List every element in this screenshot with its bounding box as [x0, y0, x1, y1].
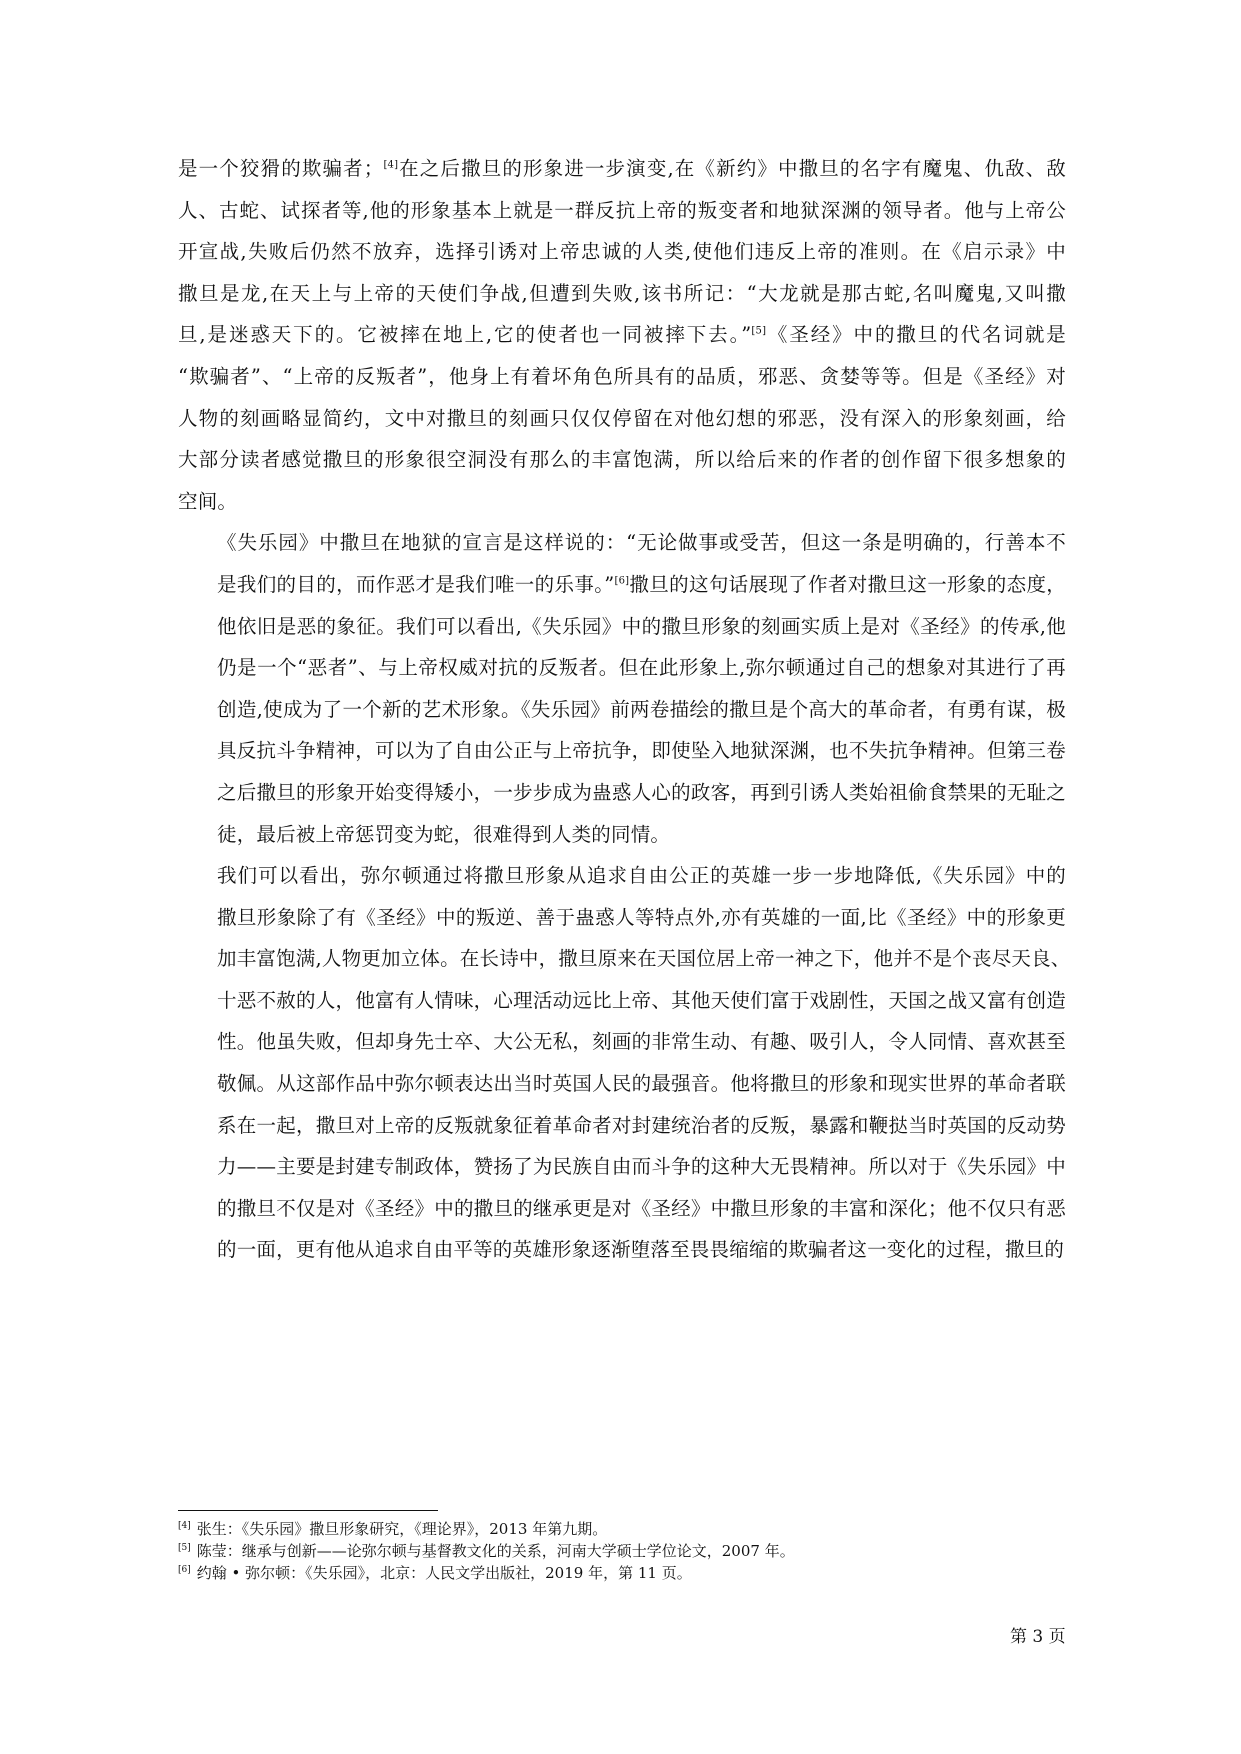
- text-run: 的撒旦不仅是对《圣经》中的撒旦的继承更是对《圣经》中撒旦形象的丰富和深化；他不仅只有恶: [217, 1196, 1066, 1220]
- text-run: 人物的刻画略显简约，文中对撒旦的刻画只仅仅停留在对他幻想的邪恶，没有深入的形象刻画，给: [178, 406, 1066, 430]
- text-run: 创造,使成为了一个新的艺术形象。《失乐园》前两卷描绘的撒旦是个高大的革命者，有勇有谋，极: [217, 697, 1066, 721]
- text-run: 大部分读者感觉撒旦的形象很空洞没有那么的丰富饱满，所以给后来的作者的创作留下很多想象的: [178, 448, 1066, 472]
- text-line: [178, 564, 1066, 606]
- text-line: [178, 1188, 1066, 1230]
- text-run: 是一个狡猾的欺骗者；: [178, 157, 384, 180]
- footnote-reference: [6]: [614, 575, 630, 587]
- text-line: [178, 439, 1066, 481]
- text-run: 徒，最后被上帝惩罚变为蛇，很难得到人类的同情。: [217, 822, 671, 846]
- text-line: [178, 772, 1066, 814]
- footnotes: [178, 1518, 1066, 1584]
- text-run: 系在一起，撒旦对上帝的反叛就象征着革命者对封建统治者的反叛，暴露和鞭挞当时英国的反动势: [217, 1113, 1066, 1137]
- text-run: 是我们的目的，而作恶才是我们唯一的乐事。”: [217, 572, 615, 596]
- text-line: [178, 148, 1066, 190]
- footnote: [178, 1540, 1066, 1562]
- paragraph: [178, 148, 1066, 522]
- text-line: [178, 606, 1066, 648]
- text-run: 加丰富饱满,人物更加立体。在长诗中，撒旦原来在天国位居上帝一神之下，他并不是个丧尽天良、: [217, 947, 1071, 971]
- text-line: [178, 814, 1066, 856]
- text-run: 《圣经》中的撒旦的代名词就是: [766, 323, 1066, 347]
- footnote-mark: [6]: [178, 1565, 191, 1575]
- text-line: [178, 980, 1066, 1022]
- footnote-mark: [5]: [178, 1543, 191, 1553]
- text-line: [178, 855, 1066, 897]
- text-line: [178, 1146, 1066, 1188]
- footnote-text: 陈莹：继承与创新——论弥尔顿与基督教文化的关系，河南大学硕士学位论文，2007 年。: [196, 1542, 795, 1560]
- text-line: [178, 1063, 1066, 1105]
- footnote-separator: [178, 1510, 438, 1511]
- text-line: [178, 481, 1066, 523]
- text-line: [178, 1105, 1066, 1147]
- text-line: [178, 1229, 1066, 1271]
- text-run: 之后撒旦的形象开始变得矮小，一步步成为蛊惑人心的政客，再到引诱人类始祖偷食禁果的无耻之: [217, 780, 1066, 804]
- text-line: [178, 522, 1066, 564]
- text-run: 撒旦形象除了有《圣经》中的叛逆、善于蛊惑人等特点外,亦有英雄的一面,比《圣经》中的形象更: [217, 905, 1066, 929]
- footnote: [178, 1562, 1066, 1584]
- footnote-mark: [4]: [178, 1521, 191, 1531]
- text-line: [178, 897, 1066, 939]
- footnote: [178, 1518, 1066, 1540]
- footnote-reference: [5]: [751, 325, 767, 337]
- text-run: 人、古蛇、试探者等,他的形象基本上就是一群反抗上帝的叛变者和地狱深渊的领导者。他与上帝公: [178, 198, 1066, 222]
- text-run: 开宣战,失败后仍然不放弃，选择引诱对上帝忠诚的人类,使他们违反上帝的准则。在《启示录》中: [178, 240, 1066, 264]
- text-run: 空间。: [178, 489, 238, 513]
- paragraph: [178, 522, 1066, 855]
- text-line: [178, 730, 1066, 772]
- text-line: [178, 231, 1066, 273]
- text-line: [178, 314, 1066, 356]
- text-line: [178, 273, 1066, 315]
- text-run: 的一面，更有他从追求自由平等的英雄形象逐渐堕落至畏畏缩缩的欺骗者这一变化的过程，撒旦的: [217, 1238, 1065, 1262]
- footnote-text: 张生：《失乐园》撒旦形象研究，《理论界》，2013 年第九期。: [196, 1520, 608, 1538]
- text-line: [178, 689, 1066, 731]
- text-run: “欺骗者”、“上帝的反叛者”，他身上有着坏角色所具有的品质，邪恶、贪婪等等。但是《圣经》对: [178, 364, 1066, 388]
- text-run: 在之后撒旦的形象进一步演变,在《新约》中撒旦的名字有魔鬼、仇敌、敌: [398, 157, 1066, 180]
- text-line: [178, 356, 1066, 398]
- text-run: 仍是一个“恶者”、与上帝权威对抗的反叛者。但在此形象上,弥尔顿通过自己的想象对其进行了再: [217, 656, 1066, 680]
- text-line: [178, 647, 1066, 689]
- text-run: 他依旧是恶的象征。我们可以看出,《失乐园》中的撒旦形象的刻画实质上是对《圣经》的传承,他: [217, 614, 1066, 638]
- text-run: 旦,是迷惑天下的。它被摔在地上,它的使者也一同被摔下去。”: [178, 323, 752, 347]
- text-run: 《失乐园》中撒旦在地狱的宣言是这样说的：“无论做事或受苦，但这一条是明确的，行善本不: [217, 531, 1066, 555]
- text-run: 撒旦是龙,在天上与上帝的天使们争战,但遭到失败,该书所记：“大龙就是那古蛇,名叫魔鬼,又叫撒: [178, 281, 1066, 305]
- paragraph: [178, 855, 1071, 1271]
- text-run: 敬佩。从这部作品中弥尔顿表达出当时英国人民的最强音。他将撒旦的形象和现实世界的革命者联: [217, 1072, 1066, 1096]
- body-text: [178, 148, 1071, 1271]
- text-run: 十恶不赦的人，他富有人情味，心理活动远比上帝、其他天使们富于戏剧性，天国之战又富有创造: [217, 988, 1066, 1012]
- footnote-reference: [4]: [383, 159, 399, 171]
- text-line: [178, 398, 1066, 440]
- footnote-text: 约翰 • 弥尔顿：《失乐园》，北京：人民文学出版社，2019 年，第 11 页。: [196, 1564, 692, 1582]
- text-line: [178, 938, 1071, 980]
- text-line: [178, 1021, 1066, 1063]
- text-run: 力——主要是封建专制政体，赞扬了为民族自由而斗争的这种大无畏精神。所以对于《失乐园》中: [217, 1155, 1066, 1179]
- page-number: 第 3 页: [1010, 1627, 1066, 1647]
- text-run: 撒旦的这句话展现了作者对撒旦这一形象的态度，: [629, 572, 1067, 596]
- text-run: 具反抗斗争精神，可以为了自由公正与上帝抗争，即使坠入地狱深渊，也不失抗争精神。但第三卷: [217, 739, 1066, 763]
- text-line: [178, 190, 1066, 232]
- text-run: 我们可以看出，弥尔顿通过将撒旦形象从追求自由公正的英雄一步一步地降低,《失乐园》中的: [217, 864, 1066, 888]
- text-run: 性。他虽失败，但却身先士卒、大公无私，刻画的非常生动、有趣、吸引人，令人同情、喜欢甚至: [217, 1030, 1066, 1054]
